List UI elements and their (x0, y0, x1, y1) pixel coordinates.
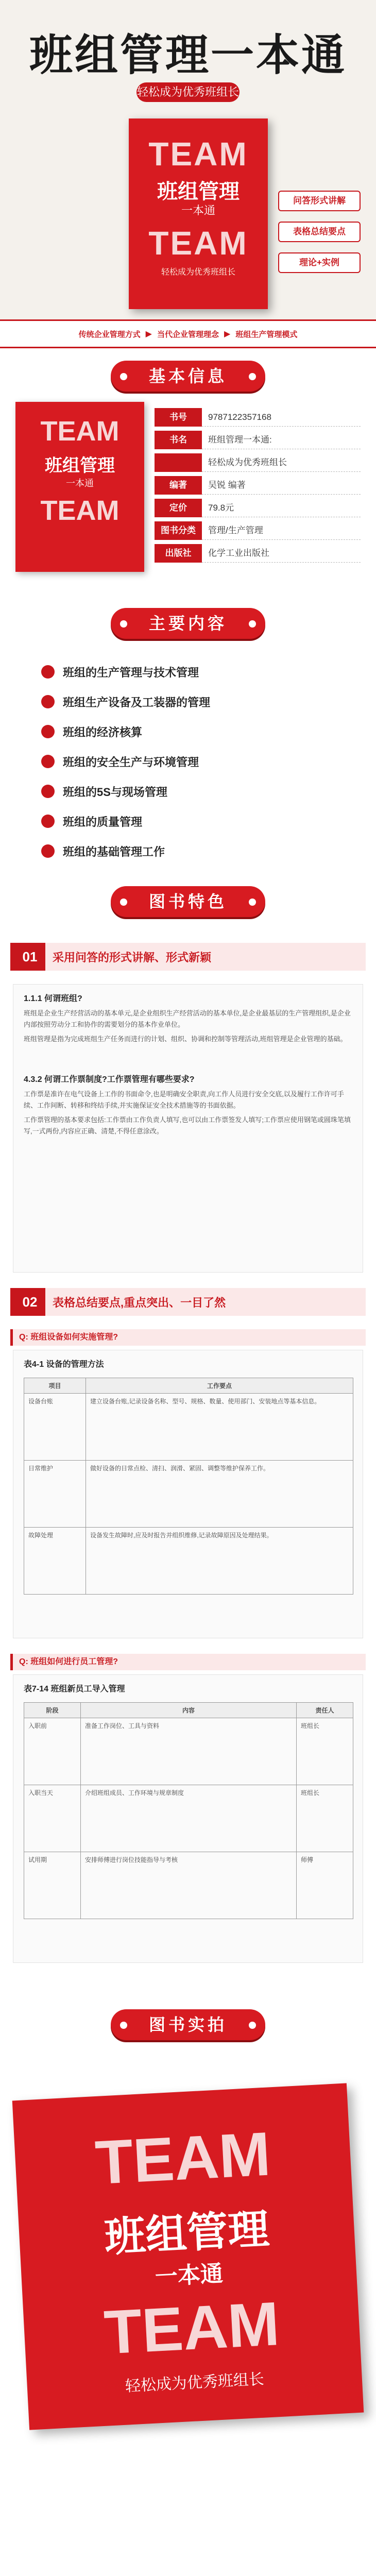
column-header: 责任人 (297, 1703, 353, 1718)
concept-strip (0, 319, 376, 348)
section-heading-info: 基本信息 (111, 361, 265, 392)
hero-title: 班组管理一本通 (29, 31, 347, 79)
preview-cover-title: 班组管理 (103, 2206, 270, 2261)
list-item-label: 班组的经济核算 (63, 725, 143, 739)
book-cover (129, 118, 268, 309)
info-row (155, 520, 361, 541)
strip-item: 当代企业管理理念 (157, 330, 219, 339)
table-cell: 师傅 (297, 1852, 353, 1919)
question-heading: 4.3.2 何谓工作票制度?工作票管理有哪些要求? (24, 1075, 195, 1084)
table-cell: 试用期 (24, 1852, 81, 1919)
info-table (155, 407, 361, 566)
hero-banner (0, 0, 376, 319)
info-key: 图书分类 (155, 521, 202, 540)
feature-title: 表格总结要点,重点突出、一目了然 (53, 1296, 226, 1309)
hero-subtitle: 轻松成为优秀班组长 (136, 82, 240, 102)
list-item (41, 749, 335, 774)
bullet-icon (41, 785, 55, 798)
list-item (41, 779, 335, 804)
table-cell: 设备台账 (24, 1394, 86, 1461)
info-key: 出版社 (155, 544, 202, 563)
preview-cover-tagline: 轻松成为优秀班组长 (125, 2370, 265, 2395)
feature-bar-1 (10, 943, 366, 971)
question-bar: Q: 班组设备如何实施管理? (10, 1329, 366, 1346)
table-cell: 建立设备台账,记录设备名称、型号、规格、数量、使用部门、安装地点等基本信息。 (86, 1394, 353, 1461)
info-value: 79.8元 (202, 499, 361, 517)
cover-team-top: TEAM (148, 135, 248, 173)
info-value: 管理/生产管理 (202, 521, 361, 540)
info-value: 化学工业出版社 (202, 544, 361, 563)
sample-page-qa (13, 984, 363, 1273)
list-item (41, 689, 335, 714)
table-header-row (24, 1703, 353, 1718)
list-item-label: 班组生产设备及工装器的管理 (63, 696, 211, 709)
info-value: 9787122357168 (202, 408, 361, 427)
divider-icon: ▶ (224, 330, 231, 338)
bullet-icon (41, 665, 55, 679)
table-cell: 准备工作岗位、工具与资料 (81, 1718, 297, 1785)
table-header-row (24, 1378, 353, 1394)
list-item (41, 659, 335, 684)
paragraph: 工作票管理的基本要求包括:工作票由工作负责人填写,也可以由工作票签发人填写;工作票应使用钢笔或圆珠笔填写,一式两份,内容应正确、清楚,不得任意涂改。 (24, 1116, 351, 1135)
cover-team-bottom: TEAM (148, 225, 248, 262)
info-value: 轻松成为优秀班组长 (202, 453, 361, 472)
table-cell: 做好设备的日常点检、清扫、润滑、紧固、调整等维护保养工作。 (86, 1461, 353, 1528)
table-cell: 安排师傅进行岗位技能指导与考核 (81, 1852, 297, 1919)
list-item (41, 839, 335, 863)
table-caption: 表4-1 设备的管理方法 (24, 1360, 104, 1369)
list-item-label: 班组的安全生产与环境管理 (63, 755, 199, 769)
feature-pill-qa: 问答形式讲解 (278, 191, 361, 211)
strip-item: 班组生产管理模式 (235, 330, 298, 339)
cover-title: 班组管理 (157, 180, 240, 203)
feature-bar-2 (10, 1288, 366, 1316)
table-cell: 班组长 (297, 1785, 353, 1852)
column-header: 项目 (24, 1378, 86, 1394)
section-heading-preview: 图书实拍 (111, 2009, 265, 2040)
list-item (41, 809, 335, 834)
info-key: 编著 (155, 476, 202, 495)
sample-page-table1 (13, 1350, 363, 1638)
question-heading: 1.1.1 何谓班组? (24, 994, 82, 1003)
list-item-label: 班组的基础管理工作 (63, 845, 165, 858)
info-key: 书号 (155, 408, 202, 427)
table-row (24, 1852, 353, 1919)
feature-number: 02 (14, 1288, 45, 1316)
table-cell: 设备发生故障时,应及时报告并组织维修,记录故障原因及处理结果。 (86, 1528, 353, 1595)
paragraph: 工作票是准许在电气设备上工作的书面命令,也是明确安全职责,向工作人员进行安全交底,以及履行工作许可手续、工作间断、转移和终结手续,并实施保证安全技术措施等的书面依据。 (24, 1090, 344, 1109)
info-row (155, 430, 361, 450)
list-item-label: 班组的质量管理 (63, 815, 143, 828)
list-item (41, 719, 335, 744)
table-row (24, 1718, 353, 1785)
info-value: 班组管理一本通: (202, 431, 361, 449)
table-row (24, 1785, 353, 1852)
cover-tagline: 轻松成为优秀班组长 (161, 268, 235, 277)
bullet-icon (41, 844, 55, 858)
info-cover-team-bottom: TEAM (40, 495, 119, 526)
table-cell: 故障处理 (24, 1528, 86, 1595)
question-bar: Q: 班组如何进行员工管理? (10, 1654, 366, 1670)
info-value: 吴锐 编著 (202, 476, 361, 495)
data-table (24, 1378, 353, 1595)
list-item-label: 班组的生产管理与技术管理 (63, 666, 199, 679)
feature-pill-example: 理论+实例 (278, 252, 361, 273)
table-cell: 介绍班组成员、工作环境与规章制度 (81, 1785, 297, 1852)
sample-page-table2 (13, 1674, 363, 1963)
column-header: 内容 (81, 1703, 297, 1718)
feature-title: 采用问答的形式讲解、形式新颖 (53, 951, 212, 964)
data-table (24, 1702, 353, 1919)
feature-pill-table: 表格总结要点 (278, 222, 361, 242)
divider-icon: ▶ (145, 330, 152, 338)
section-heading-features: 图书特色 (111, 886, 265, 917)
bullet-icon (41, 725, 55, 738)
table-cell: 入职前 (24, 1718, 81, 1785)
table-cell: 入职当天 (24, 1785, 81, 1852)
info-row (155, 452, 361, 473)
bullet-icon (41, 755, 55, 768)
table-row (24, 1461, 353, 1528)
info-cover-title: 班组管理 (45, 456, 115, 476)
info-key: 定价 (155, 499, 202, 517)
bullet-icon (41, 695, 55, 708)
info-book-cover (15, 402, 144, 572)
info-key (155, 453, 202, 472)
feature-number: 01 (14, 943, 45, 971)
paragraph: 班组是企业生产经营活动的基本单元,是企业组织生产经营活动的基本单位,是企业最基层的生产管理组织,是企业内部按照劳动分工和协作的需要划分的基本作业单位。 (24, 1009, 351, 1028)
column-header: 工作要点 (86, 1378, 353, 1394)
info-row (155, 498, 361, 518)
table-caption: 表7-14 班组新员工导入管理 (24, 1685, 125, 1693)
column-header: 阶段 (24, 1703, 81, 1718)
info-cover-team-top: TEAM (40, 416, 119, 447)
list-item-label: 班组的5S与现场管理 (63, 785, 167, 799)
table-cell: 日常维护 (24, 1461, 86, 1528)
table-row (24, 1394, 353, 1461)
section-heading-contents: 主要内容 (111, 608, 265, 639)
preview-cover-sub: 一本通 (154, 2261, 224, 2290)
bullet-icon (41, 815, 55, 828)
cover-sub: 一本通 (181, 204, 215, 217)
preview-book-cover (12, 2083, 364, 2430)
info-row (155, 407, 361, 428)
contents-list (41, 659, 335, 869)
info-cover-sub: 一本通 (66, 478, 94, 488)
strip-item: 传统企业管理方式 (78, 330, 141, 339)
table-row (24, 1528, 353, 1595)
paragraph: 班组管理是指为完成班组生产任务而进行的计划、组织、协调和控制等管理活动,班组管理是企业管理的基础。 (24, 1035, 347, 1043)
info-row (155, 543, 361, 564)
preview-cover-team-top: TEAM (93, 2119, 272, 2198)
table-cell: 班组长 (297, 1718, 353, 1785)
info-key: 书名 (155, 431, 202, 449)
preview-cover-team-bottom: TEAM (102, 2289, 281, 2367)
info-row (155, 475, 361, 496)
